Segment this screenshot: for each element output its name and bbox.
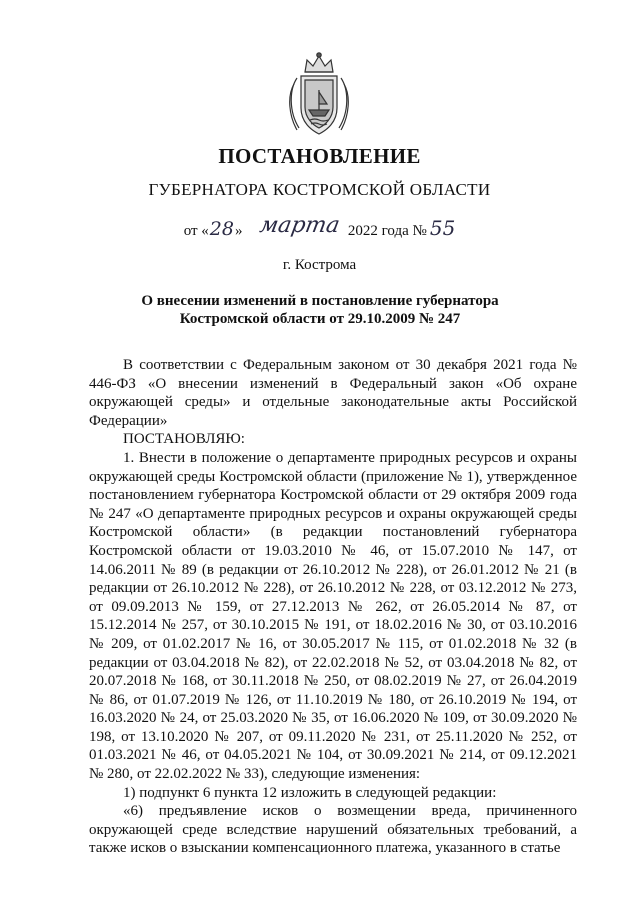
- kostroma-coat-of-arms-icon: [283, 50, 355, 142]
- paragraph-item-1: 1. Внести в положение о департаменте природных ресурсов и охраны окружающей среды Костромской области (приложение № 1), утвержденное постановлением губернатора Костромской области от 29 октября 2009 года № 247 «О департаменте природных ресурсов и охраны окружающей среды Костромской области» (в редакции постановлений губернатора Костромской области от 19.03.2010 № 46, от 15.07.2010 № 147, от 14.06.2011 № 89 (в редакции от 26.10.2012 № 228), от 26.01.2012 № 21 (в редакции от 26.10.2012 № 228), от 26.10.2012 № 228, от 03.12.2012 № 273, от 09.09.2013 № 159, от 27.12.2013 № 262, от 26.05.2014 № 87, от 15.12.2014 № 257, от 30.10.2015 № 191, от 18.02.2016 № 30, от 03.10.2016 № 209, от 01.02.2017 № 16, от 30.05.2017 № 115, от 01.02.2018 № 32 (в редакции от 03.04.2018 № 82), от 22.02.2018 № 52, от 03.04.2018 № 82, от 20.07.2018 № 168, от 30.11.2018 № 250, от 08.02.2019 № 27, от 26.04.2019 № 86, от 01.07.2019 № 126, от 11.10.2019 № 180, от 26.10.2019 № 194, от 16.03.2020 № 24, от 25.03.2020 № 35, от 16.06.2020 № 109, от 30.09.2020 № 198, от 13.10.2020 № 207, от 09.11.2020 № 231, от 25.11.2020 № 252, от 01.03.2021 № 46, от 04.05.2021 № 104, от 30.09.2021 № 214, от 09.12.2021 № 280, от 22.02.2022 № 33), следующие изменения:: [89, 449, 577, 783]
- document-number-handwritten: 55: [429, 216, 456, 240]
- document-heading: [90, 292, 550, 328]
- paragraph-preamble: В соответствии с Федеральным законом от 30 декабря 2021 года № 446-ФЗ «О внесении изменений в Федеральный закон «Об охране окружающей среды» и отдельные законодательные акты Российской Федерации»: [89, 357, 577, 429]
- date-prefix: от «: [183, 223, 209, 239]
- paragraph-quote: «6) предъявление исков о возмещении вреда, причиненного окружающей среде вследствие нарушений обязательных требований, а также исков о взыскании компенсационного платежа, указанного в статье: [89, 803, 577, 857]
- issuer-line: ГУБЕРНАТОРА КОСТРОМСКОЙ ОБЛАСТИ: [148, 180, 491, 199]
- date-year: 2022 года №: [347, 223, 427, 239]
- date-day-handwritten: 28: [209, 218, 234, 240]
- paragraph-subitem-1: 1) подпункт 6 пункта 12 изложить в следующей редакции:: [123, 784, 497, 801]
- date-line: [0, 213, 639, 241]
- date-month-handwritten: марта: [258, 213, 343, 238]
- heading-line-2: Костромской области от 29.10.2009 № 247: [179, 311, 461, 327]
- date-close-quote: »: [234, 223, 243, 239]
- document-body: [89, 356, 577, 858]
- paragraph-resolve: ПОСТАНОВЛЯЮ:: [123, 431, 245, 448]
- heading-line-1: О внесении изменений в постановление губернатора: [141, 293, 499, 309]
- document-title: ПОСТАНОВЛЕНИЕ: [218, 144, 421, 168]
- city-line: г. Кострома: [282, 257, 357, 273]
